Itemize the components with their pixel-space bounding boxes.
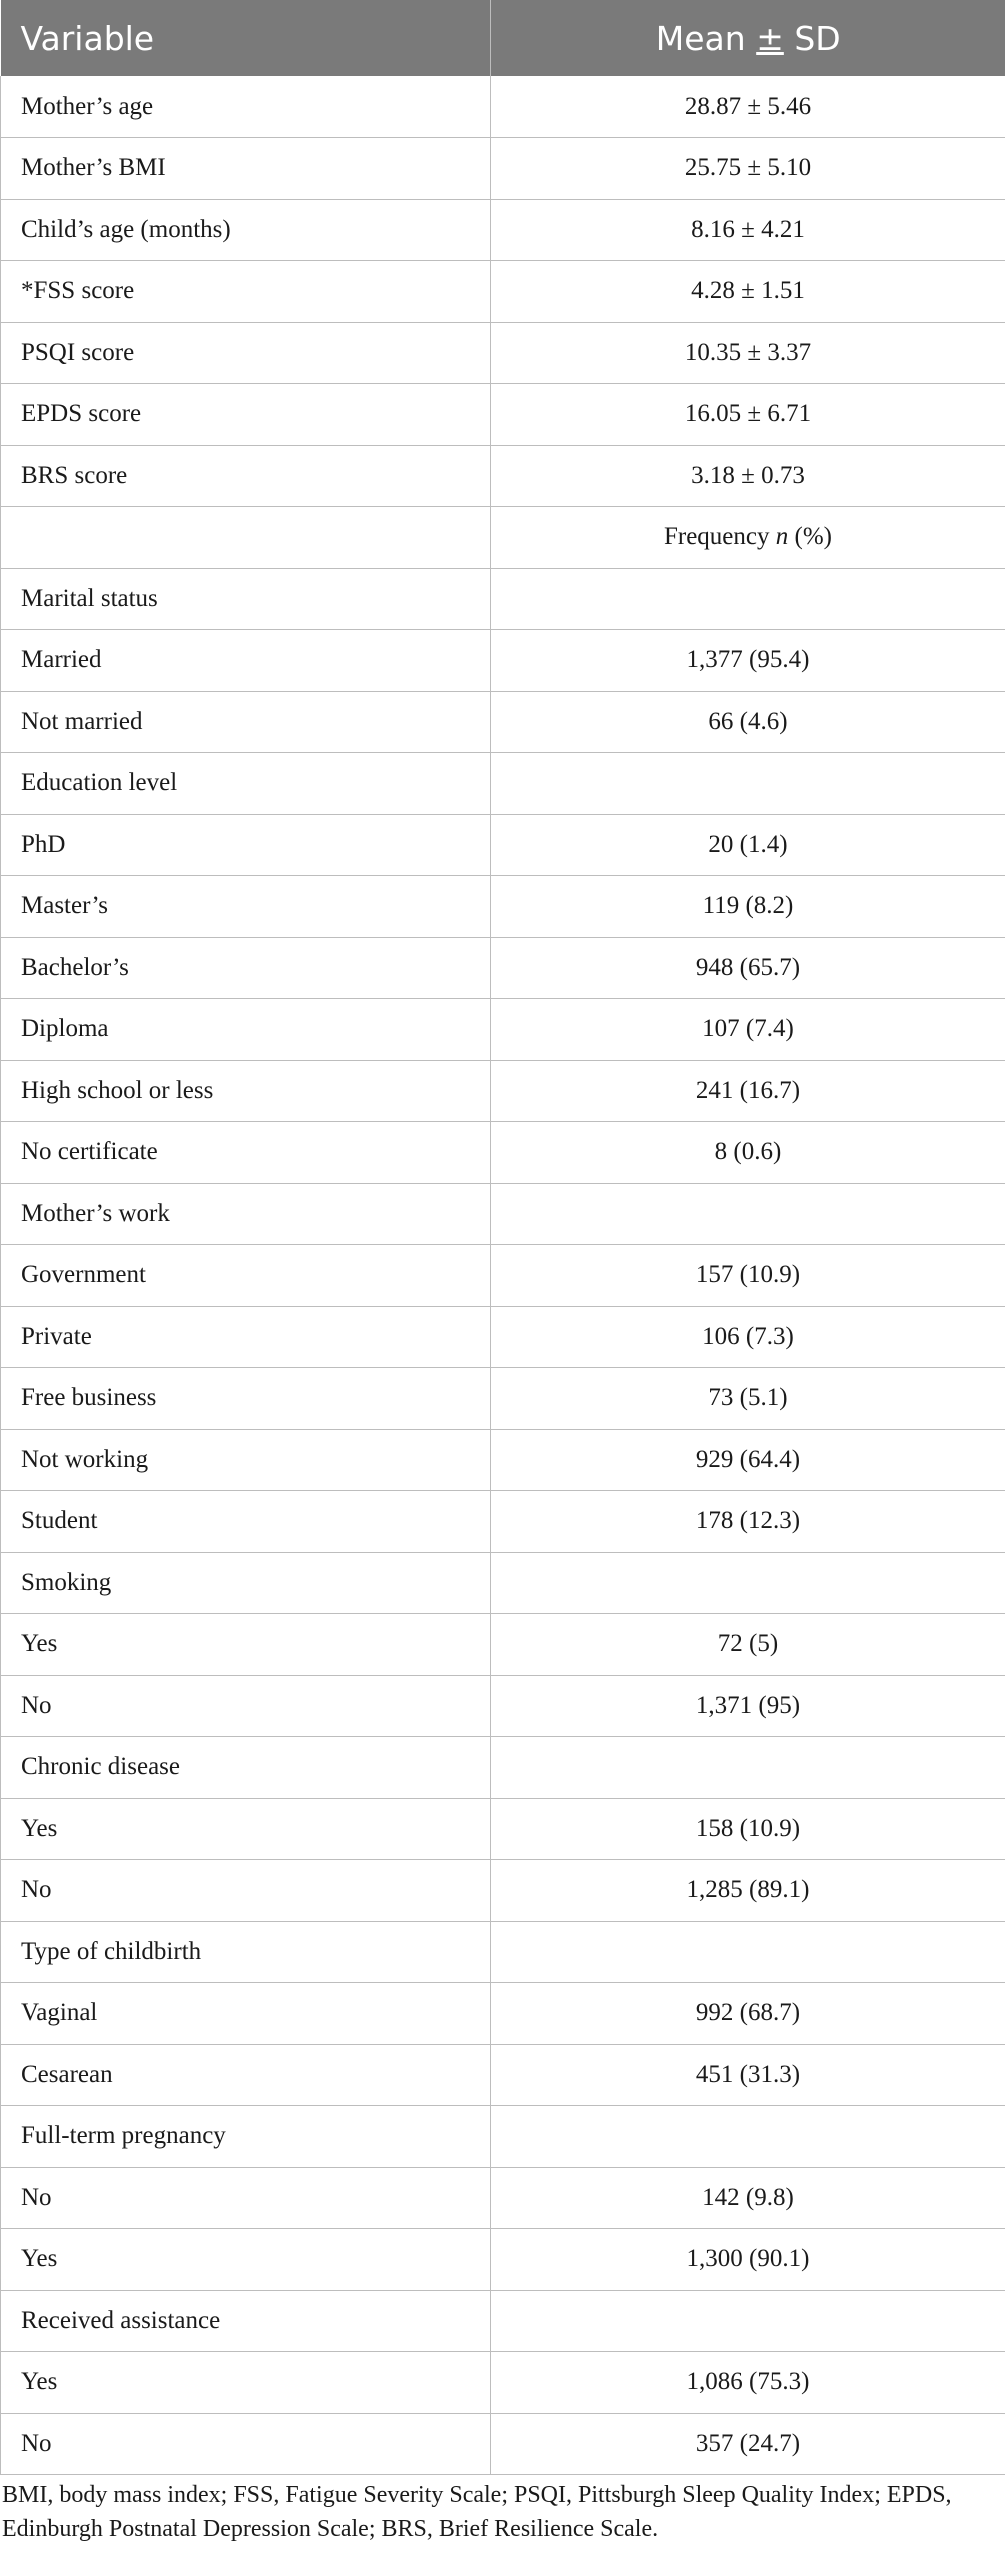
table-header <box>1 0 1005 76</box>
table-row <box>1 1983 1005 2045</box>
row-value: 1,300 (90.1) <box>491 2229 1005 2291</box>
row-value: 1,371 (95) <box>491 1675 1005 1737</box>
table-row <box>1 691 1005 753</box>
header-variable: Variable <box>1 0 491 76</box>
row-label: Mother’s age <box>1 76 491 138</box>
table-row <box>1 76 1005 138</box>
table-row <box>1 814 1005 876</box>
row-label: Education level <box>1 753 491 815</box>
row-label: No <box>1 2167 491 2229</box>
table-row <box>1 1921 1005 1983</box>
table-row <box>1 199 1005 261</box>
subheader-frequency-text: Frequency <box>663 523 776 551</box>
table-row <box>1 1122 1005 1184</box>
row-value: 16.05 ± 6.71 <box>491 384 1005 446</box>
row-label: Married <box>1 630 491 692</box>
row-value: 992 (68.7) <box>491 1983 1005 2045</box>
row-label: Marital status <box>1 568 491 630</box>
row-label: Mother’s BMI <box>1 138 491 200</box>
row-value <box>491 1921 1005 1983</box>
row-label: PhD <box>1 814 491 876</box>
row-value: 8 (0.6) <box>491 1122 1005 1184</box>
table-row <box>1 1675 1005 1737</box>
row-value: 157 (10.9) <box>491 1245 1005 1307</box>
table-row <box>1 2352 1005 2414</box>
row-value: 25.75 ± 5.10 <box>491 138 1005 200</box>
table-row <box>1 1183 1005 1245</box>
table-row <box>1 507 1005 569</box>
row-label: *FSS score <box>1 261 491 323</box>
row-value: 107 (7.4) <box>491 999 1005 1061</box>
table-row <box>1 630 1005 692</box>
table-row <box>1 1368 1005 1430</box>
row-value: 20 (1.4) <box>491 814 1005 876</box>
row-value: 1,377 (95.4) <box>491 630 1005 692</box>
table-row <box>1 384 1005 446</box>
row-value: 3.18 ± 0.73 <box>491 445 1005 507</box>
row-value: 4.28 ± 1.51 <box>491 261 1005 323</box>
row-label: No <box>1 1860 491 1922</box>
row-value <box>491 2106 1005 2168</box>
row-label: Yes <box>1 1614 491 1676</box>
table-row <box>1 2229 1005 2291</box>
row-label: Mother’s work <box>1 1183 491 1245</box>
table-row <box>1 876 1005 938</box>
row-value: 10.35 ± 3.37 <box>491 322 1005 384</box>
row-label: Child’s age (months) <box>1 199 491 261</box>
row-label: Bachelor’s <box>1 937 491 999</box>
table-row <box>1 2106 1005 2168</box>
table-row <box>1 261 1005 323</box>
row-value <box>491 1183 1005 1245</box>
row-label: Diploma <box>1 999 491 1061</box>
row-value: 28.87 ± 5.46 <box>491 76 1005 138</box>
row-label: EPDS score <box>1 384 491 446</box>
row-value: 357 (24.7) <box>491 2413 1005 2475</box>
row-label: Not working <box>1 1429 491 1491</box>
row-value-subheader <box>491 507 1005 569</box>
table-row <box>1 753 1005 815</box>
row-value: 929 (64.4) <box>491 1429 1005 1491</box>
row-label: PSQI score <box>1 322 491 384</box>
row-value: 106 (7.3) <box>491 1306 1005 1368</box>
row-label: Cesarean <box>1 2044 491 2106</box>
table-row <box>1 2044 1005 2106</box>
row-value: 73 (5.1) <box>491 1368 1005 1430</box>
row-value: 119 (8.2) <box>491 876 1005 938</box>
row-label: Government <box>1 1245 491 1307</box>
row-value: 142 (9.8) <box>491 2167 1005 2229</box>
row-label: Yes <box>1 2229 491 2291</box>
row-label: Yes <box>1 2352 491 2414</box>
header-row <box>1 0 1005 76</box>
table-row <box>1 1245 1005 1307</box>
row-value <box>491 1737 1005 1799</box>
row-label: No <box>1 1675 491 1737</box>
row-label: Student <box>1 1491 491 1553</box>
header-mean-sd-text <box>656 19 841 58</box>
header-mean-sd <box>491 0 1005 76</box>
header-mean-part: Mean <box>655 18 757 58</box>
header-sd-part: SD <box>783 18 841 58</box>
table-row <box>1 568 1005 630</box>
row-value: 8.16 ± 4.21 <box>491 199 1005 261</box>
row-value: 451 (31.3) <box>491 2044 1005 2106</box>
table-row <box>1 999 1005 1061</box>
row-value: 66 (4.6) <box>491 691 1005 753</box>
row-value: 948 (65.7) <box>491 937 1005 999</box>
table-row <box>1 1798 1005 1860</box>
table-body <box>1 76 1005 2475</box>
row-label: Type of childbirth <box>1 1921 491 1983</box>
table-row <box>1 2413 1005 2475</box>
table-row <box>1 1491 1005 1553</box>
header-plus-minus: ± <box>756 18 784 58</box>
table-row <box>1 1737 1005 1799</box>
row-label: Private <box>1 1306 491 1368</box>
row-label: No <box>1 2413 491 2475</box>
row-value <box>491 568 1005 630</box>
table-row <box>1 1429 1005 1491</box>
row-value <box>491 753 1005 815</box>
row-label: Full-term pregnancy <box>1 2106 491 2168</box>
table-row <box>1 937 1005 999</box>
row-label: Received assistance <box>1 2290 491 2352</box>
row-label: Chronic disease <box>1 1737 491 1799</box>
table-row <box>1 2167 1005 2229</box>
table-row <box>1 138 1005 200</box>
table-row <box>1 1306 1005 1368</box>
row-value: 1,086 (75.3) <box>491 2352 1005 2414</box>
row-label: No certificate <box>1 1122 491 1184</box>
row-value: 241 (16.7) <box>491 1060 1005 1122</box>
row-label: BRS score <box>1 445 491 507</box>
row-label: Vaginal <box>1 1983 491 2045</box>
row-value: 178 (12.3) <box>491 1491 1005 1553</box>
table-row <box>1 445 1005 507</box>
row-value: 158 (10.9) <box>491 1798 1005 1860</box>
table-row <box>1 322 1005 384</box>
row-label: Master’s <box>1 876 491 938</box>
row-label: Yes <box>1 1798 491 1860</box>
subheader-n-italic: n <box>775 523 789 551</box>
row-label <box>1 507 491 569</box>
table-row <box>1 2290 1005 2352</box>
table-footnote: BMI, body mass index; FSS, Fatigue Severity Scale; PSQI, Pittsburgh Sleep Quality Index; EPDS, Edinburgh Postnatal Depression Scale; BRS, Brief Resilience Scale. <box>2 2482 952 2542</box>
table-row <box>1 1060 1005 1122</box>
row-value: 1,285 (89.1) <box>491 1860 1005 1922</box>
subheader-percent-text: (%) <box>788 523 832 551</box>
row-label: High school or less <box>1 1060 491 1122</box>
row-label: Free business <box>1 1368 491 1430</box>
table-row <box>1 1552 1005 1614</box>
table-row <box>1 1614 1005 1676</box>
row-value <box>491 2290 1005 2352</box>
row-label: Not married <box>1 691 491 753</box>
row-label: Smoking <box>1 1552 491 1614</box>
row-value: 72 (5) <box>491 1614 1005 1676</box>
row-value <box>491 1552 1005 1614</box>
table-row <box>1 1860 1005 1922</box>
